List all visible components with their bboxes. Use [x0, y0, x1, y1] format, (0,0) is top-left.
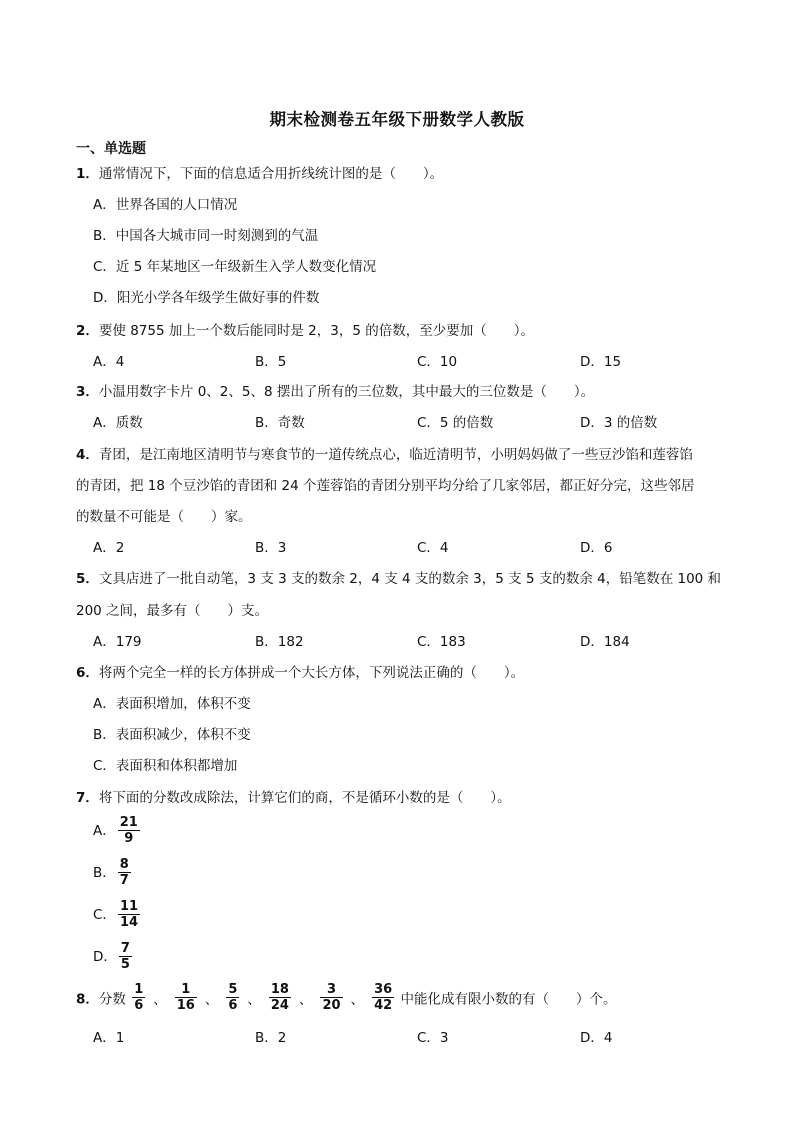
option-a: A．4	[93, 354, 125, 370]
question-text: 青团，是江南地区清明节与寒食节的一道传统点心，临近清明节，小明妈妈做了一些豆沙馅和莲蓉馅	[98, 447, 693, 463]
question-3	[76, 382, 594, 402]
separator: 、	[350, 991, 365, 1008]
denominator: 16	[176, 998, 195, 1013]
question-number: 8．	[76, 991, 99, 1008]
separator: 、	[247, 991, 261, 1008]
option-c: C．3	[417, 1030, 449, 1046]
option-b	[93, 857, 133, 888]
option-a: A．179	[93, 634, 142, 650]
question-text: 要使 8755 加上一个数后能同时是 2，3，5 的倍数，至少要加（ ）。	[98, 323, 534, 339]
numerator: 21	[119, 815, 138, 830]
page-title: 期末检测卷五年级下册数学人教版	[269, 110, 525, 129]
option-label: C．	[93, 906, 116, 923]
question-number: 6．	[76, 665, 99, 681]
question-text: 将两个完全一样的长方体拼成一个大长方体，下列说法正确的（ ）。	[98, 665, 525, 681]
numerator: 1	[134, 982, 144, 997]
option-c: C．近 5 年某地区一年级新生入学人数变化情况	[93, 259, 377, 275]
option-a: A．1	[93, 1030, 125, 1046]
fraction	[118, 857, 131, 888]
question-text-line: 的数量不可能是（ ）家。	[76, 509, 252, 525]
separator: 、	[204, 991, 219, 1008]
denominator: 24	[270, 998, 289, 1013]
option-a: A．表面积增加，体积不变	[93, 696, 251, 712]
question-text: 将下面的分数改成除法，计算它们的商，不是循环小数的是（ ）。	[98, 790, 511, 806]
question-7	[76, 788, 511, 808]
option-b: B．中国各大城市同一时刻测到的气温	[93, 228, 319, 244]
option-d: D．3 的倍数	[580, 415, 658, 431]
question-text: 中能化成有限小数的有（ ）个。	[400, 991, 617, 1008]
fraction	[175, 982, 197, 1013]
option-a	[93, 815, 142, 846]
option-b: B．2	[255, 1030, 287, 1046]
option-b: B．表面积减少，体积不变	[93, 727, 251, 743]
fraction	[119, 941, 132, 972]
denominator: 42	[374, 998, 393, 1013]
denominator: 20	[322, 998, 341, 1013]
question-2	[76, 321, 534, 341]
denominator: 6	[228, 998, 238, 1013]
question-text-line: 200 之间，最多有（ ）支。	[76, 603, 269, 619]
question-number: 2．	[76, 323, 99, 339]
question-text: 分数	[98, 991, 126, 1008]
option-b: B．奇数	[255, 415, 305, 431]
question-text: 文具店进了一批自动笔，3 支 3 支的数余 2，4 支 4 支的数余 3，5 支 5 支的数余 4，铅笔数在 100 和	[98, 571, 722, 587]
option-d	[93, 941, 134, 972]
option-a: A．质数	[93, 415, 143, 431]
question-5	[76, 569, 721, 589]
option-c: C．表面积和体积都增加	[93, 758, 238, 774]
denominator: 9	[124, 831, 134, 846]
numerator: 7	[120, 941, 130, 956]
separator: 、	[298, 991, 313, 1008]
option-c: C．10	[417, 354, 458, 370]
option-a: A．世界各国的人口情况	[93, 197, 238, 213]
separator: 、	[153, 991, 167, 1008]
section-heading: 一、单选题	[76, 141, 146, 157]
question-number: 7．	[76, 790, 99, 806]
question-1	[76, 164, 443, 184]
option-label: B．	[93, 864, 116, 881]
numerator: 8	[119, 857, 129, 872]
option-label: A．	[93, 822, 116, 839]
option-d: D．6	[580, 540, 613, 556]
fraction	[118, 815, 140, 846]
question-number: 1．	[76, 166, 99, 182]
question-8	[76, 982, 616, 1013]
denominator: 6	[134, 998, 144, 1013]
fraction	[132, 982, 145, 1013]
numerator: 11	[119, 899, 139, 914]
option-b: B．5	[255, 354, 287, 370]
question-number: 3．	[76, 384, 99, 400]
question-number: 4．	[76, 447, 99, 463]
option-b: B．182	[255, 634, 304, 650]
option-d: D．15	[580, 354, 622, 370]
fraction	[118, 899, 140, 930]
option-d: D．4	[580, 1030, 613, 1046]
option-a: A．2	[93, 540, 125, 556]
fraction	[320, 982, 342, 1013]
question-number: 5．	[76, 571, 99, 587]
numerator: 1	[175, 982, 197, 998]
option-d: D．184	[580, 634, 630, 650]
numerator: 36	[374, 982, 393, 997]
option-c: C．4	[417, 540, 449, 556]
question-text: 通常情况下，下面的信息适合用折线统计图的是（ ）。	[98, 166, 444, 182]
option-label: D．	[93, 948, 117, 965]
option-c	[93, 899, 142, 930]
numerator: 18	[270, 982, 289, 997]
question-6	[76, 663, 524, 683]
option-c: C．183	[417, 634, 466, 650]
fraction	[372, 982, 394, 1013]
denominator: 14	[119, 915, 139, 930]
option-d: D．阳光小学各年级学生做好事的件数	[93, 290, 320, 306]
option-c: C．5 的倍数	[417, 415, 494, 431]
question-text-line: 的青团，把 18 个豆沙馅的青团和 24 个莲蓉馅的青团分别平均分给了几家邻居，都正好分完，这些邻居	[76, 478, 695, 494]
numerator: 3	[320, 982, 342, 998]
denominator: 5	[120, 957, 130, 972]
numerator: 5	[228, 982, 238, 997]
question-text: 小温用数字卡片 0、2、5、8 摆出了所有的三位数，其中最大的三位数是（ ）。	[98, 384, 595, 400]
question-4	[76, 445, 693, 465]
fraction	[269, 982, 291, 1013]
option-b: B．3	[255, 540, 287, 556]
denominator: 7	[119, 873, 129, 888]
fraction	[226, 982, 239, 1013]
